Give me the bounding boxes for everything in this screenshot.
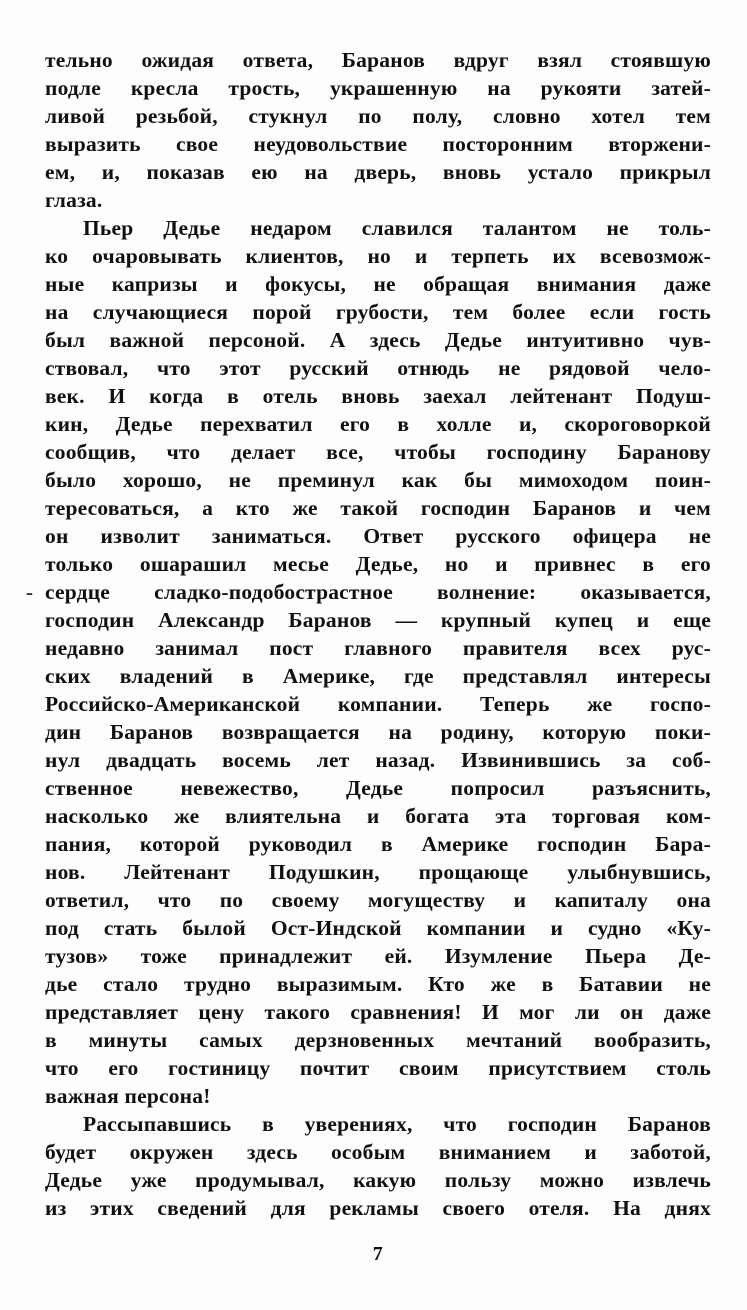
text-line: он изволит заниматься. Ответ русского офицера не (45, 524, 711, 548)
text-line: ствовал, что этот русский отнюдь не рядовой чело- (45, 356, 711, 380)
text-line: выразить свое неудовольствие посторонним вторжени- (45, 132, 711, 156)
text-line: было хорошо, не преминул как бы мимоходом поин- (45, 468, 711, 492)
text-line: на случающиеся порой грубости, тем более если гость (45, 300, 711, 324)
text-line: в минуты самых дерзновенных мечтаний вообразить, (45, 1028, 711, 1052)
text-line: пания, которой руководил в Америке господин Бара- (45, 832, 711, 856)
text-line: ные капризы и фокусы, не обращая внимания даже (45, 272, 711, 296)
text-line: важная персона! (45, 1084, 211, 1108)
paragraph (45, 214, 711, 1110)
text-line: только ошарашил месье Дедье, но и привнес в его (45, 552, 711, 576)
text-line: представляет цену такого сравнения! И мог ли он даже (45, 1000, 711, 1024)
text-line: ем, и, показав ею на дверь, вновь устало прикрыл (45, 160, 711, 184)
text-line: нул двадцать восемь лет назад. Извинившись за соб- (45, 748, 711, 772)
text-line: тересоваться, а кто же такой господин Баранов и чем (45, 496, 711, 520)
text-line: ответил, что по своему могуществу и капиталу она (45, 888, 711, 912)
text-line: Пьер Дедье недаром славился талантом не толь- (83, 216, 711, 240)
text-line: тузов» тоже принадлежит ей. Изумление Пьера Де- (45, 944, 711, 968)
text-line: из этих сведений для рекламы своего отеля. На днях (45, 1196, 711, 1220)
text-line: тельно ожидая ответа, Баранов вдруг взял стоявшую (45, 48, 711, 72)
margin-mark: - (26, 580, 33, 604)
text-line: сердце сладко-подобострастное волнение: оказывается, (45, 580, 711, 604)
text-line: век. И когда в отель вновь заехал лейтенант Подуш- (45, 384, 711, 408)
page-text (45, 46, 711, 1222)
text-line: под стать былой Ост-Индской компании и судно «Ку- (45, 916, 711, 940)
text-line: глаза. (45, 188, 103, 212)
text-line: насколько же влиятельна и богата эта торговая ком- (45, 804, 711, 828)
text-line: ственное невежество, Дедье попросил разъяснить, (45, 776, 711, 800)
text-line: Дедье уже продумывал, какую пользу можно извлечь (45, 1168, 711, 1192)
text-line: кин, Дедье перехватил его в холле и, скороговоркой (45, 412, 711, 436)
text-line: дин Баранов возвращается на родину, которую поки- (45, 720, 711, 744)
text-line: что его гостиницу почтит своим присутствием столь (45, 1056, 711, 1080)
paragraph (45, 46, 711, 214)
text-line: подле кресла трость, украшенную на рукояти затей- (45, 76, 711, 100)
text-line: ских владений в Америке, где представлял интересы (45, 664, 711, 688)
text-line: Рассыпавшись в уверениях, что господин Баранов (83, 1112, 711, 1136)
text-line: будет окружен здесь особым вниманием и заботой, (45, 1140, 711, 1164)
text-line: сообщив, что делает все, чтобы господину Баранову (45, 440, 711, 464)
text-line: был важной персоной. А здесь Дедье интуитивно чув- (45, 328, 711, 352)
text-line: господин Александр Баранов — крупный купец и еще (45, 608, 711, 632)
paragraph (45, 1110, 711, 1222)
text-line: нов. Лейтенант Подушкин, прощающе улыбнувшись, (45, 860, 711, 884)
text-line: ко очаровывать клиентов, но и терпеть их всевозмож- (45, 244, 711, 268)
text-line: недавно занимал пост главного правителя всех рус- (45, 636, 711, 660)
text-line: дье стало трудно выразимым. Кто же в Батавии не (45, 972, 711, 996)
page-number: 7 (372, 1243, 384, 1265)
text-line: Российско-Американской компании. Теперь же госпо- (45, 692, 711, 716)
text-line: ливой резьбой, стукнул по полу, словно хотел тем (45, 104, 711, 128)
